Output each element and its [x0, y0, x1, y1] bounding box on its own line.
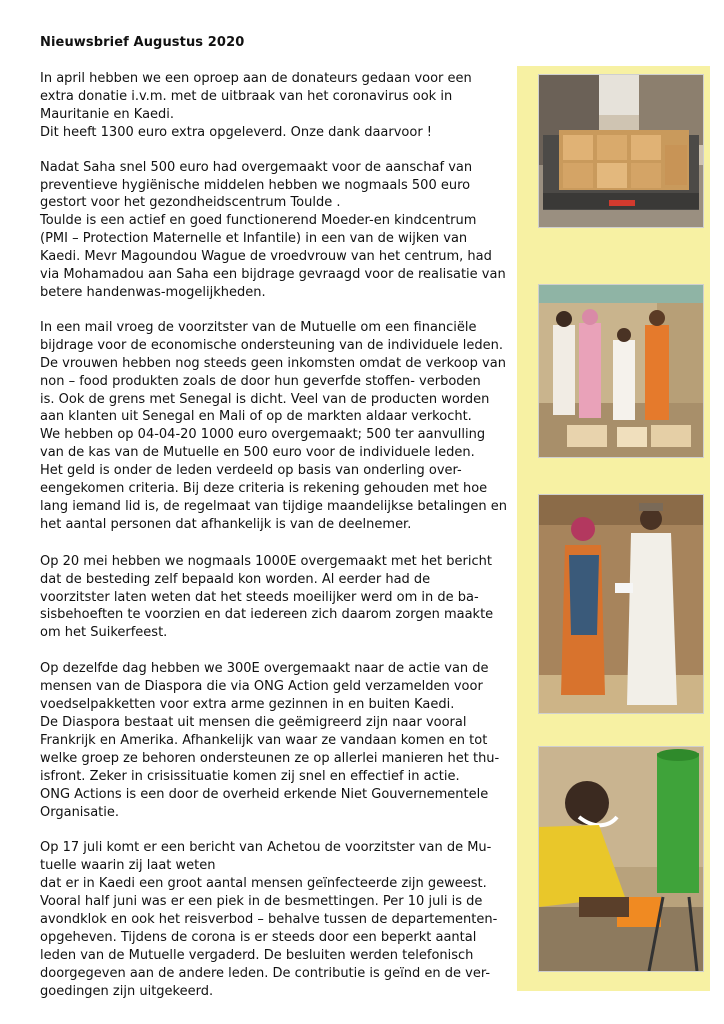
paragraph-mutuelle-support: In een mail vroeg de voorzitster van de Mutuelle om een financiële bijdrage voor de economische ondersteuning van de individuele leden. De vrouwen hebben nog steeds geen inkomsten omdat de verkoop van non – food produkten zoals de door hun geverfde stoffen- verboden is. Ook de grens met Senegal is dicht. Veel van de producten worden aan klanten uit Senegal en Mali of op de markten aldaar verkocht. We hebben op 04-04-20 1000 euro overgemaakt; 500 ter aanvulling van de kas van de Mutuelle en 500 euro voor de individuele leden. Het geld is onder de leden verdeeld op basis van onderling over- eengekomen criteria. Bij deze criteria is rekening gehouden met hoe lang iemand lid is, de regelmaat van tijdige maandelijkse betalingen en het aantal personen dat afhankelijk is van de deelnemer. — [40, 319, 508, 532]
supplies-truck-photo — [538, 74, 704, 228]
handwashing-photo — [538, 746, 704, 972]
paragraph-july-update: Op 17 juli komt er een bericht van Achetou de voorzitster van de Mu- tuelle waarin zij laat weten dat er in Kaedi een groot aantal mensen geïnfecteerde zijn geweest. Vooral half juni was er een piek in de besmettingen. Per 10 juli is de avondklok en ook het reisverbod – behalve tussen de departementen- opgeheven. Tijdens de corona is er steeds door een beperkt aantal leden van de Mutuelle vergaderd. De besluiten werden telefonisch doorgegeven aan de andere leden. De contributie is geïnd en de ver- goedingen zijn uitgekeerd. — [40, 840, 498, 999]
paragraph-toulde-centre: Nadat Saha snel 500 euro had overgemaakt voor de aanschaf van preventieve hygiënische middelen hebben we nogmaals 500 euro gestort voor het gezondheidscentrum Toulde . Toulde is een actief en goed functionerend Moeder-en kindcentrum (PMI – Protection Maternelle et Infantile) in een van de wijken van Kaedi. Mevr Magoundou Wague de vroedvrouw van het centrum, had via Mohamadou aan Saha een bijdrage gevraagd voor de realisatie van betere handenwas-mogelijkheden. — [40, 159, 506, 300]
handover-photo — [538, 494, 704, 714]
paragraph-suikerfeest: Op 20 mei hebben we nogmaals 1000E overgemaakt met het bericht dat de besteding zelf bepaald kon worden. Al eerder had de voorzitster laten weten dat het steeds moeilijker werd om in de ba- sisbehoeften te voorzien en dat iedereen zich daarom zorgen maakte om het Suikerfeest. — [40, 553, 494, 641]
article-body — [40, 70, 518, 1018]
newsletter-title: Nieuwsbrief Augustus 2020 — [40, 35, 245, 50]
paragraph-donation-appeal: In april hebben we een oproep aan de donateurs gedaan voor een extra donatie i.v.m. met de uitbraak van het coronavirus ook in Mauritanie en Kaedi. Dit heeft 1300 euro extra opgeleverd. Onze dank daarvoor ! — [40, 71, 472, 140]
health-centre-women-photo — [538, 284, 704, 458]
paragraph-diaspora: Op dezelfde dag hebben we 300E overgemaakt naar de actie van de mensen van de Diaspora die via ONG Action geld verzamelden voor voedselpakketten voor extra arme gezinnen in en buiten Kaedi. De Diaspora bestaat uit mensen die geëmigreerd zijn naar vooral Frankrijk en Amerika. Afhankelijk van waar ze vandaan komen en tot welke groep ze behoren ondersteunen ze op allerlei manieren het thu- isfront. Zeker in crisissituatie komen zij snel en effectief in actie. ONG Actions is een door de overheid erkende Niet Gouvernementele Organisatie. — [40, 661, 500, 820]
